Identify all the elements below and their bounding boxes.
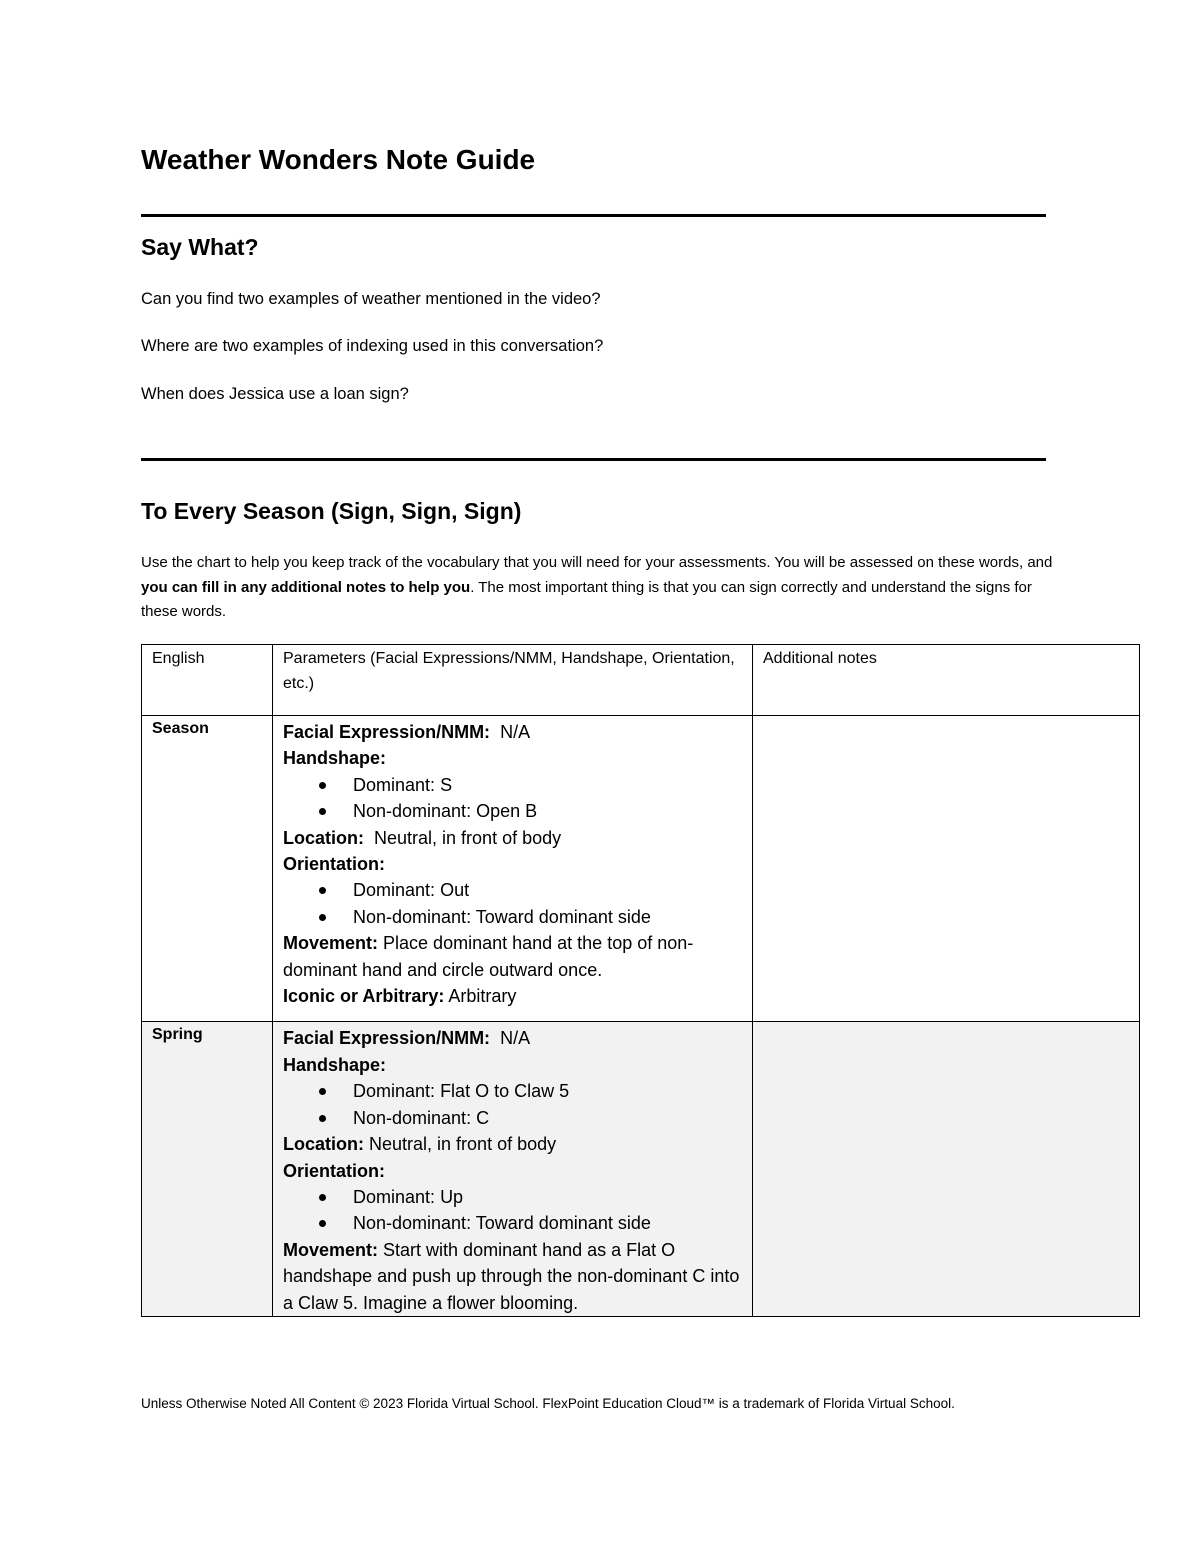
season-intro <box>141 551 1056 625</box>
section-divider <box>141 458 1046 461</box>
list-item <box>343 1184 742 1210</box>
question-3: When does Jessica use a loan sign? <box>141 385 409 403</box>
orientation-label: Orientation: <box>283 854 385 875</box>
orientation-list <box>283 877 742 930</box>
table-row <box>142 716 1140 1022</box>
param-label: Movement: <box>283 1239 379 1260</box>
param-value: C <box>476 1107 490 1128</box>
list-item <box>343 877 742 903</box>
question-2: Where are two examples of indexing used in this conversation? <box>141 337 604 355</box>
table-header-row <box>142 645 1140 716</box>
facial-expression-line <box>283 719 742 745</box>
param-value: Toward dominant side <box>475 1213 651 1234</box>
param-label: Dominant: <box>353 774 436 795</box>
param-value: Open B <box>476 801 538 822</box>
param-label: Dominant: <box>353 1186 436 1207</box>
param-label: Non-dominant: <box>353 906 472 927</box>
param-value: Out <box>440 880 470 901</box>
header-english: English <box>142 645 273 716</box>
intro-text: . The most important thing is that you can sign correctly and understand the signs for these words. <box>141 578 1032 620</box>
handshape-label: Handshape: <box>283 1054 387 1075</box>
list-item <box>343 798 742 824</box>
notes-cell[interactable] <box>753 1022 1140 1316</box>
list-item <box>343 1105 742 1131</box>
location-line <box>283 825 742 851</box>
copyright-footer: Unless Otherwise Noted All Content © 2023 Florida Virtual School. FlexPoint Education Cloud™ is a trademark of Florida Virtual School. <box>141 1396 955 1411</box>
iconic-line <box>283 983 742 1009</box>
location-line <box>283 1131 742 1157</box>
parameters-cell <box>273 1022 753 1316</box>
word-cell: Spring <box>142 1022 273 1316</box>
param-label: Facial Expression/NMM: <box>283 722 491 742</box>
movement-line <box>283 1237 742 1316</box>
header-notes: Additional notes <box>753 645 1140 716</box>
param-value: Neutral, in front of body <box>369 1134 557 1155</box>
section-divider <box>141 214 1046 217</box>
orientation-label: Orientation: <box>283 1160 385 1181</box>
parameters-cell <box>273 716 753 1022</box>
document-title: Weather Wonders Note Guide <box>141 144 536 175</box>
intro-text: Use the chart to help you keep track of the vocabulary that you will need for your assessments. You will be assessed on these words, and <box>141 554 1053 571</box>
orientation-list <box>283 1184 742 1237</box>
param-value: N/A <box>500 1028 531 1049</box>
param-label: Non-dominant: <box>353 801 472 822</box>
param-value: S <box>440 774 453 795</box>
notes-cell[interactable] <box>753 716 1140 1022</box>
handshape-label: Handshape: <box>283 748 387 769</box>
param-value: N/A <box>500 722 531 742</box>
header-parameters: Parameters (Facial Expressions/NMM, Handshape, Orientation, etc.) <box>273 645 753 716</box>
vocabulary-table <box>141 644 1140 1317</box>
intro-emphasis: you can fill in any additional notes to help you <box>141 578 471 596</box>
param-value: Neutral, in front of body <box>374 827 562 848</box>
season-heading: To Every Season (Sign, Sign, Sign) <box>141 498 522 524</box>
say-what-heading: Say What? <box>141 234 259 260</box>
param-value: Arbitrary <box>448 986 517 1007</box>
handshape-list <box>283 772 742 825</box>
handshape-list <box>283 1078 742 1131</box>
movement-line <box>283 930 742 983</box>
param-value: Toward dominant side <box>475 906 651 927</box>
param-label: Non-dominant: <box>353 1213 472 1234</box>
param-label: Dominant: <box>353 880 436 901</box>
param-label: Movement: <box>283 933 379 954</box>
param-value: Start with dominant hand as a Flat O handshape and push up through the non-dominant C into a Claw 5. Imagine a flower blooming. <box>283 1239 740 1313</box>
param-value: Flat O to Claw 5 <box>440 1081 570 1102</box>
param-label: Location: <box>283 827 364 848</box>
param-label: Facial Expression/NMM: <box>283 1028 491 1049</box>
param-value: Up <box>440 1186 464 1207</box>
param-label: Dominant: <box>353 1081 436 1102</box>
table-row <box>142 1022 1140 1316</box>
question-1: Can you find two examples of weather mentioned in the video? <box>141 290 601 308</box>
list-item <box>343 772 742 798</box>
list-item <box>343 1078 742 1104</box>
list-item <box>343 1210 742 1236</box>
param-label: Location: <box>283 1134 364 1155</box>
list-item <box>343 904 742 930</box>
param-label: Non-dominant: <box>353 1107 472 1128</box>
word-cell: Season <box>142 716 273 1022</box>
param-value: Place dominant hand at the top of non-dominant hand and circle outward once. <box>283 933 694 980</box>
facial-expression-line <box>283 1025 742 1051</box>
param-label: Iconic or Arbitrary: <box>283 986 445 1007</box>
